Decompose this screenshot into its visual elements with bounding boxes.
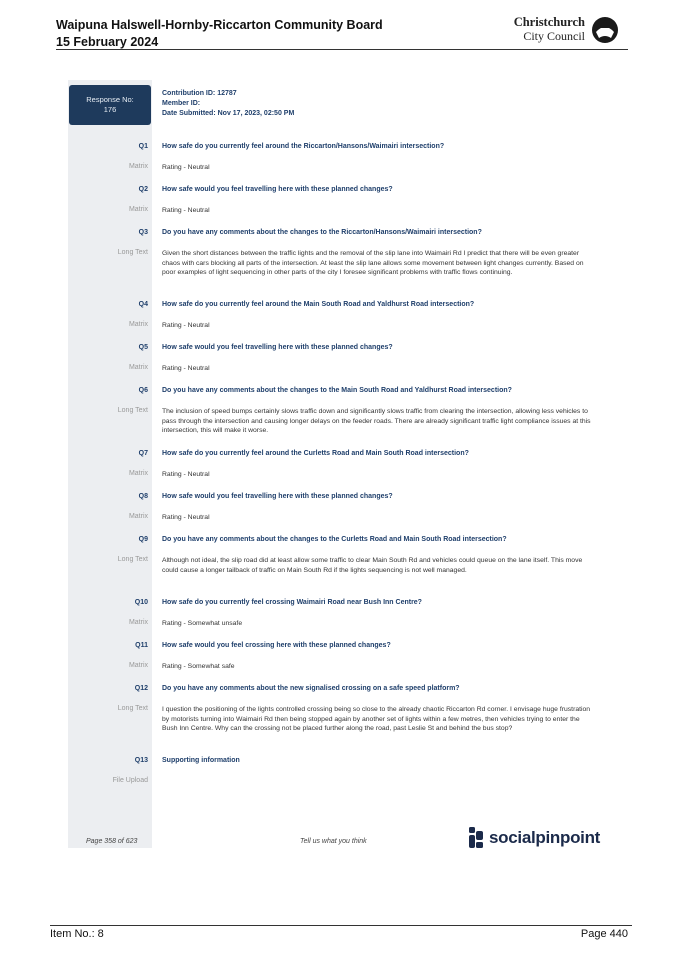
question-number: Q11 (135, 642, 148, 649)
question-number: Q3 (138, 229, 148, 236)
answer-text: Given the short distances between the traffic lights and the removal of the slip lane into Waimairi Rd I predict that there will be even greater chaos with cars blocking all parts of the intersection. At least the slip lane allows some movement between light changes currently. Based on poor examples of light sequencing in other parts of the city I foresee significant problems with traffic flows continuing. (162, 250, 584, 277)
question-number: Q2 (138, 186, 148, 193)
answer-text: Rating - Neutral (162, 471, 210, 478)
question-text: How safe would you feel travelling here with these planned changes? (162, 493, 393, 500)
header-date: 15 February 2024 (56, 35, 159, 49)
answer-type: File Upload (112, 777, 148, 784)
answer-text: Rating - Neutral (162, 322, 210, 329)
response-label: Response No: (86, 95, 134, 104)
logo-line1: Christchurch (513, 15, 585, 29)
member-label: Member ID: (162, 100, 201, 107)
answer-type: Long Text (117, 407, 148, 414)
question-text: Do you have any comments about the changes to the Riccarton/Hansons/Waimairi intersection? (162, 229, 482, 236)
answer-type: Long Text (117, 249, 148, 256)
footer-page-of: Page 358 of 623 (86, 838, 138, 845)
answer-type: Long Text (117, 705, 148, 712)
question-number: Q13 (134, 757, 148, 764)
question-text: Do you have any comments about the changes to the Curletts Road and Main South Road intersection? (162, 536, 507, 543)
contribution-id: 12787 (217, 90, 237, 97)
socialpinpoint-icon (468, 827, 484, 849)
answer-text: Rating - Somewhat safe (162, 663, 235, 670)
question-text: How safe would you feel travelling here with these planned changes? (162, 186, 393, 193)
answer-type: Matrix (128, 470, 148, 477)
answer-text: I question the positioning of the lights controlled crossing being so close to the already chaotic Riccarton Rd corner. I envisage huge frustration by motorists turning into Waimairi Rd then being stopped again by another set of lights within a few metres, then vehicles trying to enter the Bush Inn Centre. Why can the crossing not be placed further along the road, past Leslie St and behind the bus stop? (162, 706, 591, 733)
question-number: Q12 (134, 685, 148, 692)
logo-line2: City Council (523, 29, 585, 43)
question-text: How safe do you currently feel around the Curletts Road and Main South Road intersection? (162, 450, 469, 457)
answer-type: Long Text (117, 556, 148, 563)
question-number: Q7 (138, 450, 148, 457)
date-submitted: Nov 17, 2023, 02:50 PM (217, 110, 295, 117)
answer-text: Rating - Neutral (162, 514, 210, 521)
answer-text: Rating - Neutral (162, 207, 210, 214)
footer-rule (50, 925, 632, 926)
contribution-label: Contribution ID: (162, 90, 216, 97)
question-number: Q1 (138, 143, 148, 150)
document-header (56, 17, 383, 51)
socialpinpoint-brand: socialpinpoint (489, 828, 601, 847)
question-number: Q6 (138, 387, 148, 394)
answer-type: Matrix (128, 662, 148, 669)
council-emblem-icon (591, 16, 619, 44)
question-number: Q4 (138, 301, 148, 308)
question-text: How safe do you currently feel around the Main South Road and Yaldhurst Road intersection? (162, 301, 475, 308)
question-text: How safe would you feel crossing here with these planned changes? (162, 642, 391, 649)
answer-type: Matrix (128, 163, 148, 170)
page-number: Page 440 (580, 928, 628, 940)
left-panel (68, 80, 152, 848)
footer-tagline: Tell us what you think (300, 838, 367, 845)
council-logo (515, 15, 619, 45)
answer-type: Matrix (128, 321, 148, 328)
question-text: How safe do you currently feel around the Riccarton/Hansons/Waimairi intersection? (162, 143, 445, 150)
question-text: How safe would you feel travelling here with these planned changes? (162, 344, 393, 351)
answer-text: Rating - Neutral (162, 164, 210, 171)
question-text: Do you have any comments about the changes to the Main South Road and Yaldhurst Road intersection? (162, 387, 512, 394)
question-text: Supporting information (162, 757, 240, 764)
date-label: Date Submitted: (162, 110, 216, 117)
header-rule (56, 49, 628, 50)
answer-text: The inclusion of speed bumps certainly slows traffic down and significantly slows traffic from clearing the intersection, allowing less vehicles to pass through the intersection and causing longer delays on the feeder roads. There are already significant traffic light compliance issues at this intersection, this will make it worse. (162, 408, 591, 435)
answer-text: Rating - Somewhat unsafe (162, 620, 243, 627)
submission-meta (162, 89, 294, 119)
answer-text: Rating - Neutral (162, 365, 210, 372)
answer-type: Matrix (128, 206, 148, 213)
response-number: 176 (103, 105, 117, 114)
question-number: Q5 (138, 344, 148, 351)
question-number: Q9 (138, 536, 148, 543)
socialpinpoint-logo (468, 826, 600, 850)
question-text: Do you have any comments about the new signalised crossing on a safe speed platform? (162, 685, 460, 692)
question-number: Q8 (138, 493, 148, 500)
item-number: Item No.: 8 (50, 928, 104, 940)
answer-type: Matrix (128, 364, 148, 371)
response-badge (69, 85, 151, 125)
question-text: How safe do you currently feel crossing Waimairi Road near Bush Inn Centre? (162, 599, 422, 606)
header-title: Waipuna Halswell-Hornby-Riccarton Community Board (56, 18, 383, 32)
question-number: Q10 (134, 599, 148, 606)
answer-type: Matrix (128, 619, 148, 626)
answer-text: Although not ideal, the slip road did at least allow some traffic to clear Main South Rd and vehicles could queue on the lane itself. This move could cause a longer tailback of traffic on Main South Rd if the lights sequencing is not well managed. (162, 557, 583, 574)
answer-type: Matrix (128, 513, 148, 520)
